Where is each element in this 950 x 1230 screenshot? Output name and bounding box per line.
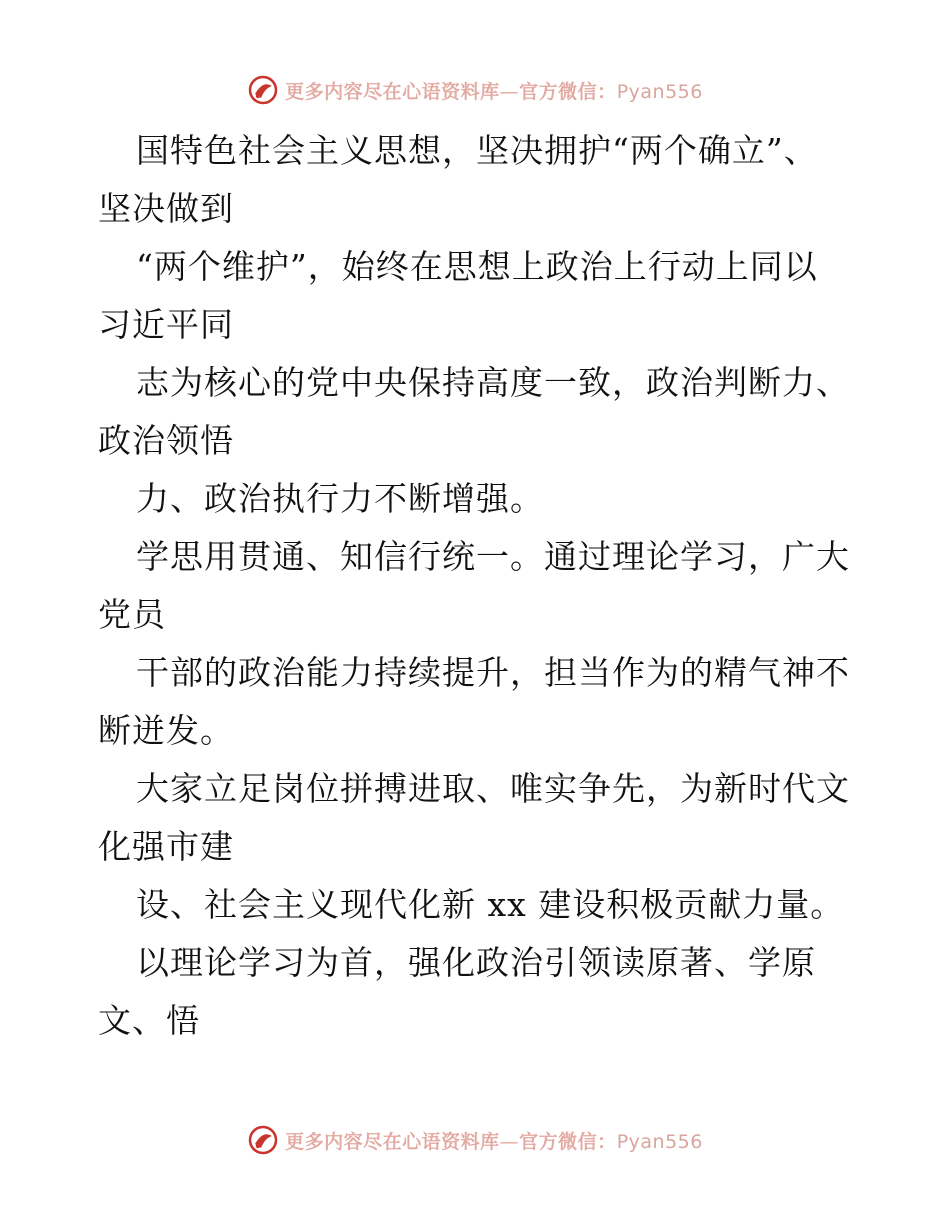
brand-logo-icon [247, 1124, 279, 1156]
body-line-3: “两个维护”，始终在思想上政治上行动上同以 [136, 247, 818, 286]
body-line-9: 党员 [98, 595, 166, 634]
watermark-brand: 更多内容尽在心语资料库 [285, 1130, 500, 1153]
body-line-15: 以理论学习为首，强化政治引领读原著、学原 [136, 943, 816, 982]
body-line-10: 干部的政治能力持续提升，担当作为的精气神不 [136, 653, 850, 692]
body-line-7: 力、政治执行力不断增强。 [136, 479, 544, 518]
footer-watermark [0, 1120, 950, 1160]
body-line-2: 坚决做到 [98, 189, 234, 228]
watermark-handle: Pyan556 [616, 1130, 703, 1153]
body-line-12: 大家立足岗位拼搏进取、唯实争先，为新时代文 [136, 769, 850, 808]
body-line-1: 国特色社会主义思想，坚决拥护“两个确立”、 [136, 131, 818, 170]
body-line-14: 设、社会主义现代化新 xx 建设积极贡献力量。 [136, 885, 845, 924]
body-line-13: 化强市建 [98, 827, 234, 866]
body-line-5: 志为核心的党中央保持高度一致，政治判断力、 [136, 363, 850, 402]
document-body [98, 122, 858, 1050]
watermark-label: 官方微信： [519, 1130, 617, 1153]
body-line-6: 政治领悟 [98, 421, 234, 460]
header-watermark [0, 70, 950, 110]
watermark-separator: — [499, 1130, 520, 1153]
watermark-brand: 更多内容尽在心语资料库 [285, 80, 500, 103]
body-line-11: 断迸发。 [98, 711, 234, 750]
body-line-8: 学思用贯通、知信行统一。通过理论学习，广大 [136, 537, 850, 576]
body-line-4: 习近平同 [98, 305, 234, 344]
watermark-label: 官方微信： [519, 80, 617, 103]
watermark-text [285, 1127, 703, 1154]
watermark-handle: Pyan556 [616, 80, 703, 103]
watermark-separator: — [499, 80, 520, 103]
brand-logo-icon [247, 74, 279, 106]
body-line-16: 文、悟 [98, 1001, 200, 1040]
watermark-text [285, 77, 703, 104]
